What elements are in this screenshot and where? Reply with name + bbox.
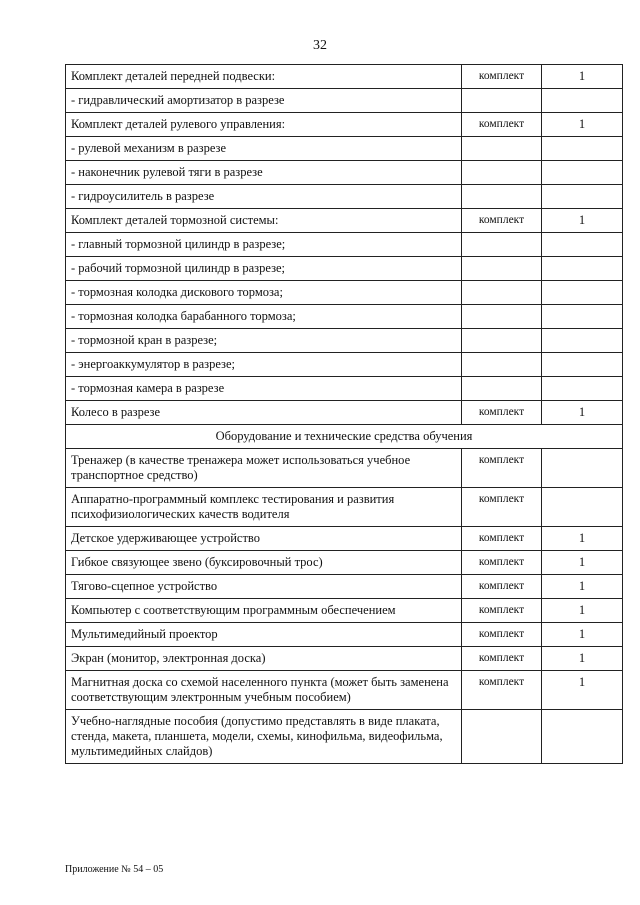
item-name: Экран (монитор, электронная доска) — [66, 647, 462, 671]
item-quantity: 1 — [542, 575, 623, 599]
item-quantity: 1 — [542, 551, 623, 575]
item-name: - гидроусилитель в разрезе — [66, 185, 462, 209]
table-row — [66, 185, 623, 209]
table-row — [66, 551, 623, 575]
item-name: - энергоаккумулятор в разрезе; — [66, 353, 462, 377]
item-name: - наконечник рулевой тяги в разрезе — [66, 161, 462, 185]
table-row — [66, 527, 623, 551]
item-quantity — [542, 305, 623, 329]
item-name: Компьютер с соответствующим программным обеспечением — [66, 599, 462, 623]
table-row — [66, 599, 623, 623]
item-quantity — [542, 137, 623, 161]
item-name: - рулевой механизм в разрезе — [66, 137, 462, 161]
table-row — [66, 710, 623, 764]
item-quantity — [542, 281, 623, 305]
item-name: - тормозная камера в разрезе — [66, 377, 462, 401]
table-row — [66, 353, 623, 377]
table-row — [66, 113, 623, 137]
item-unit — [462, 233, 542, 257]
section-title: Оборудование и технические средства обучения — [66, 425, 623, 449]
item-quantity — [542, 89, 623, 113]
item-quantity: 1 — [542, 527, 623, 551]
section-header-row — [66, 425, 623, 449]
item-name: Комплект деталей рулевого управления: — [66, 113, 462, 137]
item-unit — [462, 329, 542, 353]
item-unit — [462, 377, 542, 401]
item-unit — [462, 353, 542, 377]
table-row — [66, 488, 623, 527]
table-row — [66, 377, 623, 401]
item-unit: комплект — [462, 65, 542, 89]
item-unit: комплект — [462, 209, 542, 233]
item-quantity — [542, 377, 623, 401]
table-row — [66, 65, 623, 89]
table-row — [66, 281, 623, 305]
item-unit — [462, 185, 542, 209]
item-quantity — [542, 233, 623, 257]
item-unit: комплект — [462, 575, 542, 599]
item-name: - гидравлический амортизатор в разрезе — [66, 89, 462, 113]
item-unit: комплект — [462, 599, 542, 623]
table-row — [66, 161, 623, 185]
footer-note: Приложение № 54 – 05 — [65, 864, 164, 875]
table-row — [66, 401, 623, 425]
table-row — [66, 209, 623, 233]
table-row — [66, 329, 623, 353]
item-name: Тренажер (в качестве тренажера может использоваться учебное транспортное средство) — [66, 449, 462, 488]
item-name: Колесо в разрезе — [66, 401, 462, 425]
page-number: 32 — [313, 38, 327, 53]
item-name: Мультимедийный проектор — [66, 623, 462, 647]
item-name: Аппаратно-программный комплекс тестирования и развития психофизиологических качеств водителя — [66, 488, 462, 527]
item-name: - тормозная колодка дискового тормоза; — [66, 281, 462, 305]
item-unit — [462, 161, 542, 185]
item-quantity — [542, 488, 623, 527]
item-name: Магнитная доска со схемой населенного пункта (может быть заменена соответствующим электронным учебным пособием) — [66, 671, 462, 710]
item-name: - рабочий тормозной цилиндр в разрезе; — [66, 257, 462, 281]
item-name: Тягово-сцепное устройство — [66, 575, 462, 599]
item-quantity: 1 — [542, 65, 623, 89]
item-unit — [462, 137, 542, 161]
table-row — [66, 233, 623, 257]
item-quantity — [542, 257, 623, 281]
item-quantity: 1 — [542, 647, 623, 671]
item-quantity: 1 — [542, 113, 623, 137]
table-row — [66, 647, 623, 671]
item-unit — [462, 281, 542, 305]
equipment-table — [65, 64, 623, 764]
table-row — [66, 671, 623, 710]
item-name: - тормозная колодка барабанного тормоза; — [66, 305, 462, 329]
table-row — [66, 623, 623, 647]
table-row — [66, 257, 623, 281]
item-unit — [462, 257, 542, 281]
item-unit: комплект — [462, 488, 542, 527]
item-name: - главный тормозной цилиндр в разрезе; — [66, 233, 462, 257]
item-quantity — [542, 329, 623, 353]
table-row — [66, 449, 623, 488]
item-quantity: 1 — [542, 599, 623, 623]
item-unit: комплект — [462, 671, 542, 710]
item-unit: комплект — [462, 449, 542, 488]
item-unit: комплект — [462, 551, 542, 575]
item-quantity: 1 — [542, 671, 623, 710]
table-row — [66, 575, 623, 599]
item-name: Учебно-наглядные пособия (допустимо представлять в виде плаката, стенда, макета, планшета, модели, схемы, кинофильма, видеофильма, мультимедийных слайдов) — [66, 710, 462, 764]
item-quantity: 1 — [542, 209, 623, 233]
table-row — [66, 89, 623, 113]
item-quantity: 1 — [542, 623, 623, 647]
item-quantity — [542, 185, 623, 209]
table-row — [66, 137, 623, 161]
item-name: Детское удерживающее устройство — [66, 527, 462, 551]
item-quantity — [542, 710, 623, 764]
item-unit: комплект — [462, 527, 542, 551]
item-name: Комплект деталей тормозной системы: — [66, 209, 462, 233]
item-quantity: 1 — [542, 401, 623, 425]
item-unit — [462, 305, 542, 329]
item-unit: комплект — [462, 113, 542, 137]
item-unit — [462, 89, 542, 113]
item-unit: комплект — [462, 647, 542, 671]
item-quantity — [542, 353, 623, 377]
item-unit: комплект — [462, 623, 542, 647]
item-unit — [462, 710, 542, 764]
item-unit: комплект — [462, 401, 542, 425]
table-row — [66, 305, 623, 329]
item-name: Гибкое связующее звено (буксировочный трос) — [66, 551, 462, 575]
item-quantity — [542, 161, 623, 185]
item-name: Комплект деталей передней подвески: — [66, 65, 462, 89]
item-name: - тормозной кран в разрезе; — [66, 329, 462, 353]
item-quantity — [542, 449, 623, 488]
